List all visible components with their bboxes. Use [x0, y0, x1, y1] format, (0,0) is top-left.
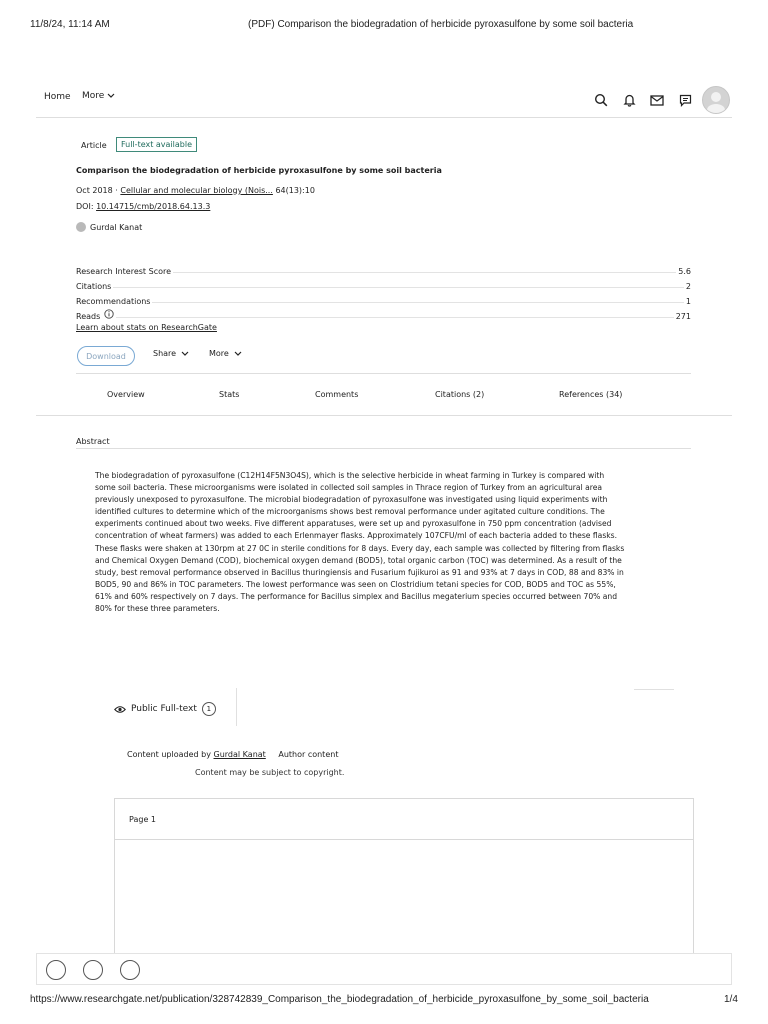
stat-value: 2 — [685, 282, 691, 291]
toolbar-circle-button-2[interactable] — [83, 960, 103, 980]
abstract-line: These flasks were shaken at 130rpm at 27 0C in sterile conditions for 8 days. Every day, each sample was collected by filtering from flasks — [95, 543, 625, 553]
print-page-number: 1/4 — [724, 994, 738, 1005]
abstract-text — [95, 470, 675, 615]
uploaded-line — [127, 750, 338, 759]
bottom-toolbar — [36, 953, 732, 985]
public-fulltext-tab[interactable] — [114, 702, 216, 716]
stat-value: 1 — [685, 297, 691, 306]
nav-home-link[interactable]: Home — [44, 92, 71, 102]
fulltext-tab-rule — [634, 689, 674, 690]
chevron-down-icon — [181, 351, 189, 357]
stat-value: 5.6 — [678, 267, 691, 276]
tab-references[interactable]: References (34) — [559, 390, 623, 399]
stat-label: Citations — [76, 282, 112, 291]
message-icon[interactable] — [671, 89, 699, 111]
more-label: More — [209, 349, 229, 358]
fulltext-divider — [236, 688, 237, 726]
page-label: Page 1 — [129, 815, 156, 824]
nav-divider — [36, 117, 732, 118]
stat-row-research-interest — [76, 261, 691, 276]
article-title: Comparison the biodegradation of herbicide pyroxasulfone by some soil bacteria — [76, 166, 442, 175]
bell-icon[interactable] — [615, 89, 643, 111]
stat-label: Reads — [76, 312, 101, 321]
abstract-line: concentration of wheat farmers) was added to each Erlenmayer flasks. Approximately 107CFU/ml of each bacteria added to these flasks. — [95, 531, 618, 541]
search-icon[interactable] — [587, 89, 615, 111]
top-navigation — [36, 86, 736, 110]
abstract-divider — [76, 448, 691, 449]
abstract-line: some soil bacteria. These microorganisms were isolated in collected soil samples in Thrace region of Turkey from an agricultural area — [95, 483, 603, 493]
stat-row-reads — [76, 306, 691, 321]
eye-icon — [114, 705, 126, 714]
copyright-notice: Content may be subject to copyright. — [195, 768, 345, 777]
article-type-label: Article — [81, 141, 107, 150]
abstract-line: 80% for these three parameters. — [95, 604, 220, 614]
author-content-label: Author content — [278, 750, 339, 759]
fulltext-badge: Full-text available — [116, 137, 197, 152]
volume-issue: 64(13):10 — [275, 186, 315, 195]
chevron-down-icon — [107, 93, 115, 99]
print-url: https://www.researchgate.net/publication/328742839_Comparison_the_biodegradation_of_herbicide_pyroxasulfone_by_some_soil_bacteria — [30, 994, 649, 1005]
info-icon[interactable] — [104, 309, 114, 319]
author-line[interactable] — [76, 222, 142, 232]
author-avatar — [76, 222, 86, 232]
learn-stats-link[interactable]: Learn about stats on ResearchGate — [76, 323, 217, 332]
tab-comments[interactable]: Comments — [315, 390, 359, 399]
nav-more-menu[interactable] — [82, 91, 115, 101]
actions-divider — [76, 373, 691, 374]
print-doc-title: (PDF) Comparison the biodegradation of herbicide pyroxasulfone by some soil bacteria — [248, 19, 634, 30]
nav-more-label: More — [82, 91, 105, 101]
abstract-heading: Abstract — [76, 437, 110, 446]
abstract-line: 61% and 60% respectively on 7 days. The performance for Bacillus simplex and Bacillus megaterium species occurred between 70% and — [95, 591, 618, 601]
more-actions-button[interactable] — [209, 349, 242, 358]
abstract-line: and Chemical Oxygen Demand (COD), biochemical oxygen demand (BOD5), total organic carbon (TOC) was determined. As a result of the — [95, 555, 622, 565]
nav-icon-group — [587, 86, 730, 114]
doi-link[interactable]: 10.14715/cmb/2018.64.13.3 — [96, 202, 211, 211]
tab-citations[interactable]: Citations (2) — [435, 390, 485, 399]
page-divider — [115, 839, 693, 840]
uploaded-by-label: Content uploaded by — [127, 750, 211, 759]
doi-prefix: DOI: — [76, 202, 94, 211]
stat-label: Recommendations — [76, 297, 151, 306]
tabs-divider — [36, 415, 732, 416]
abstract-line: previously unexposed to pyroxasulfone. The microbial biodegradation of pyroxasulfone was investigated using liquid experiments with — [95, 495, 608, 505]
share-label: Share — [153, 349, 177, 358]
stat-value: 271 — [675, 312, 691, 321]
chevron-down-icon — [234, 351, 242, 357]
doi-line — [76, 202, 210, 211]
public-fulltext-label: Public Full-text — [131, 704, 197, 714]
uploader-link[interactable]: Gurdal Kanat — [213, 750, 266, 759]
author-name[interactable]: Gurdal Kanat — [90, 222, 143, 232]
toolbar-circle-button-1[interactable] — [46, 960, 66, 980]
abstract-line: The biodegradation of pyroxasulfone (C12H14F5N3O4S), which is the selective herbicide in wheat farming in Turkey is compared with — [95, 471, 605, 480]
stat-row-citations — [76, 276, 691, 291]
stat-row-recommendations — [76, 291, 691, 306]
share-button[interactable] — [153, 349, 189, 358]
fulltext-count: 1 — [202, 702, 216, 716]
journal-link[interactable]: Cellular and molecular biology (Nois... — [120, 186, 273, 195]
download-button[interactable]: Download — [77, 346, 135, 366]
abstract-line: study, best removal performance observed in Bacillus thuringiensis and Fusarium fujikuroi as 91 and 93% at 7 days in COD, 88 and 83% in — [95, 567, 624, 577]
abstract-line: identified cultures to determine which of the microorganisms shows best removal performance under agitated culture conditions. The — [95, 507, 605, 517]
print-datetime: 11/8/24, 11:14 AM — [30, 19, 110, 30]
pdf-viewer[interactable] — [114, 798, 694, 958]
mail-icon[interactable] — [643, 89, 671, 111]
stat-label: Research Interest Score — [76, 267, 172, 276]
publication-date: Oct 2018 · — [76, 186, 118, 195]
stats-table — [76, 261, 691, 321]
abstract-line: experiments continued about two weeks. Five different apparatuses, were set up and pyroxasulfone in 750 ppm concentration (advised — [95, 519, 612, 529]
avatar[interactable] — [702, 86, 730, 114]
tab-overview[interactable]: Overview — [107, 390, 145, 399]
tab-stats[interactable]: Stats — [219, 390, 240, 399]
publication-line — [76, 186, 315, 195]
abstract-line: BOD5, 90 and 86% in TOC parameters. The lowest performance was seen on Clostridium tetani species for COD, BOD5 and TOC as 55%, — [95, 579, 616, 589]
toolbar-circle-button-3[interactable] — [120, 960, 140, 980]
